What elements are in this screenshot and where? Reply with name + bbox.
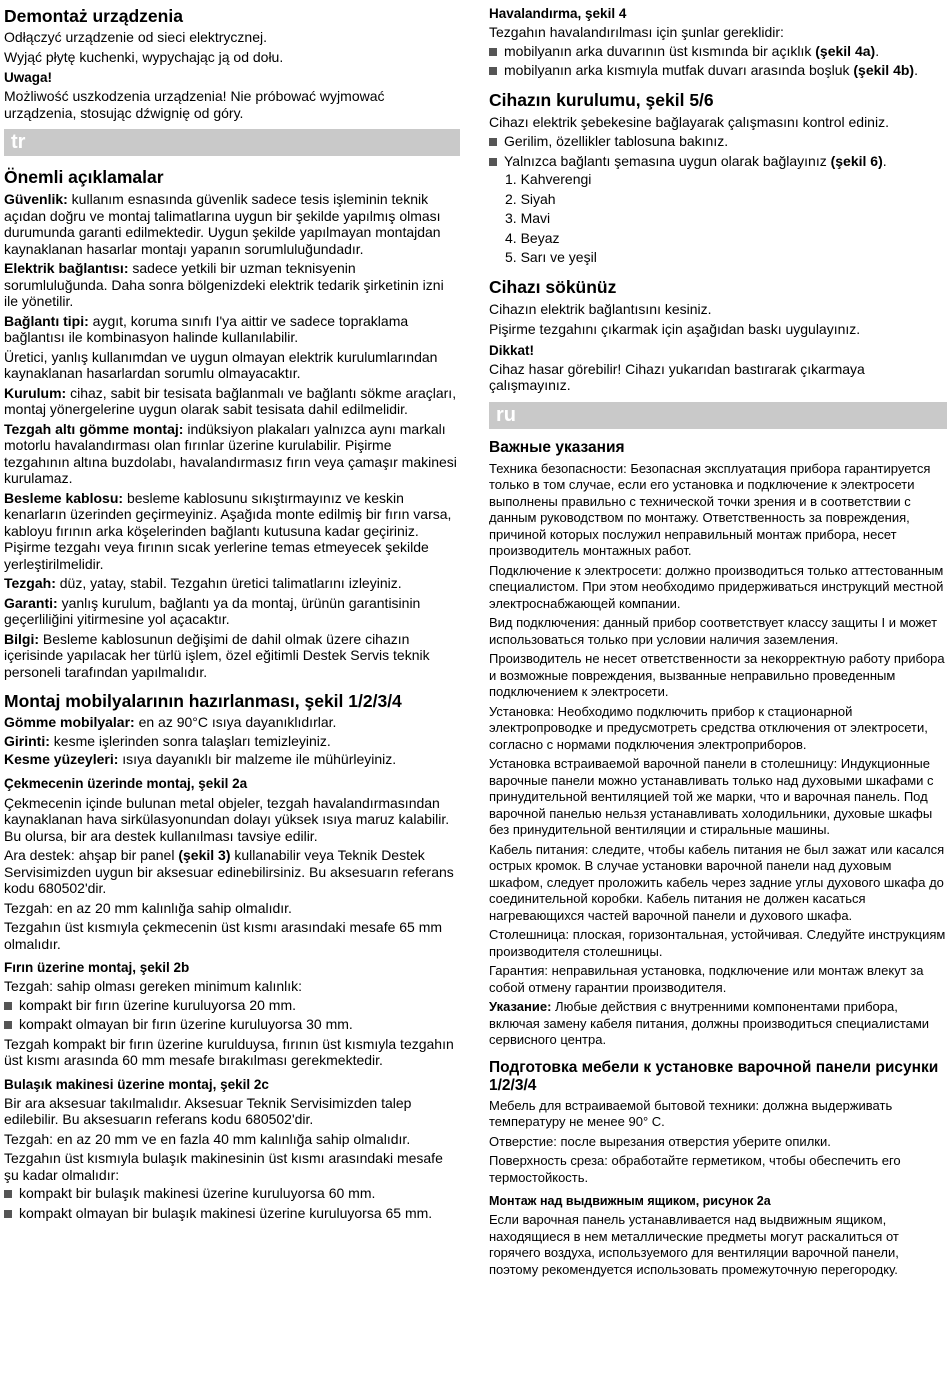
ru-prep-item: Поверхность среза: обработайте герметиком, чтобы обеспечить его термостойкость. (489, 1153, 901, 1185)
tr-oven-title: Fırın üzerine montaj, şekil 2b (4, 960, 190, 975)
ru-important-item: Столешница: плоская, горизонтальная, устойчивая. Следуйте инструкциям производителя столешницы. (489, 927, 946, 959)
tr-oven-list (4, 997, 460, 1033)
tr-dishwasher-title: Bulaşık makinesi üzerine montaj, şekil 2c (4, 1076, 269, 1092)
tr-remove-p1: Cihazın elektrik bağlantısını kesiniz. (489, 300, 712, 317)
tr-install-p1: Cihazı elektrik şebekesine bağlayarak çalışmasını kontrol ediniz. (489, 113, 889, 130)
tr-important-item: Elektrik bağlantısı: sadece yetkili bir uzman teknisyenin sorumluluğunda. Daha sonra bölgenizdeki elektrik tedarik şirketinin izni ile yönetilir. (4, 260, 444, 309)
tr-vent-list (489, 43, 947, 79)
ru-important-item: Установка встраиваемой варочной панели в столешницу: Индукционные варочные панели можно устанавливать только над духовыми шкафами с принудительной вентиляцией той же марки, что и варочная панель. Под варочной панелью нельзя устанавливать холодильники, духовые шкафы без принудительной вентиляции и стиральные машины. (489, 756, 934, 837)
tr-drawer-p2: Ara destek: ahşap bir panel (şekil 3) kullanabilir veya Teknik Destek Servisimizden uygun bir aksesuar edinebilirsiniz. Bu aksesuarın referans kodu 680502'dir. (4, 847, 454, 896)
tr-oven-section (4, 959, 460, 1069)
ru-important-item: Техника безопасности: Безопасная эксплуатация прибора гарантируется только в том случае, если его установка и подключение к электросети выполнены правильно с технической точки зрения и в соответствии с данным руководством по монтажу. Ответственность за повреждения, причиной которых послужил неправильный монтаж прибора, несет производитель монтажных работ. (489, 460, 931, 558)
tr-important-item: Garanti: yanlış kurulum, bağlantı ya da montaj, ürünün garantisinin geçerliliğini yitirmesine yol açacaktır. (4, 594, 421, 627)
tr-install-title: Cihazın kurulumu, şekil 5/6 (489, 89, 714, 110)
pl-removal-p1: Odłączyć urządzenie od sieci elektrycznej. (4, 29, 268, 45)
tr-prep-item: Kesme yüzeyleri: ısıya dayanıklı bir malzeme ile mühürleyiniz. (4, 751, 397, 767)
wire-item: 4. Beyaz (505, 229, 560, 246)
tr-remove-warning-label: Dikkat! (489, 342, 535, 358)
tr-important-item: Güvenlik: kullanım esnasında güvenlik sadece tesis işleminin teknik açıdan doğru ve montaj talimatlarına uygun bir şekilde yapılmış olması durumunda garanti edilmektedir. Uygun şekilde yapılmayan montajdan kaynaklanan hasarlar montajı yapanın sorumluluğundadır. (4, 191, 441, 257)
list-item: Yalnızca bağlantı şemasına uygun olarak bağlayınız (şekil 6). (489, 153, 947, 170)
tr-remove-p2: Pişirme tezgahını çıkarmak için aşağıdan baskı uygulayınız. (489, 321, 861, 337)
wire-item: 5. Sarı ve yeşil (505, 249, 597, 265)
pl-warning-label: Uwaga! (4, 70, 53, 85)
ru-important-item: Вид подключения: данный прибор соответствует классу защиты I и может использоваться только при условии наличия заземления. (489, 615, 938, 647)
tr-prep-item: Girinti: kesme işlerinden sonra talaşları temizleyiniz. (4, 732, 331, 749)
tr-important-title: Önemli açıklamalar (4, 167, 164, 187)
tr-remove-section (489, 276, 947, 394)
pl-removal-title: Demontaż urządzenia (4, 6, 183, 26)
pl-removal-p2: Wyjąć płytę kuchenki, wypychając ją od dołu. (4, 48, 284, 65)
ru-prep-item: Мебель для встраиваемой бытовой техники: должна выдерживать температуру не менее 90° C. (489, 1097, 893, 1129)
list-item: kompakt bir fırın üzerine kuruluyorsa 20 mm. (4, 997, 460, 1014)
ru-prep-title: Подготовка мебели к установке варочной панели рисунки 1/2/3/4 (489, 1058, 939, 1094)
tr-important-item: Tezgah altı gömme montaj: indüksiyon plakaları yalnızca aynı markalı motorlu havalandırması olan fırınlar üzerine kurulabilir. Pişirme tezgahının altına buzdolabı, havalandırmasız fırın veya çamaşır makinesi kurulamaz. (4, 420, 457, 486)
tr-remove-title: Cihazı sökünüz (489, 276, 617, 297)
ru-important-item: Указание: Любые действия с внутренними компонентами прибора, включая замену кабеля питания, должны производиться специалистами сервисного центра. (489, 999, 930, 1047)
ru-important-item: Производитель не несет ответственности за некорректную работу прибора и возможные повреждения, вызванные неправильно проведенным подключением к электросети. (489, 651, 945, 699)
ru-drawer-section (489, 1193, 947, 1278)
tr-dishwasher-list (4, 1185, 460, 1221)
ru-drawer-p1: Если варочная панель устанавливается над выдвижным ящиком, находящиеся в нем металлические предметы могут раскалиться от горячего воздуха, используемого для вентиляции варочной панели, поэтому рекомендуется использовать промежуточную перегородку. (489, 1212, 899, 1277)
ru-important-item: Кабель питания: следите, чтобы кабель питания не был зажат или касался острых кромок. В случае установки варочной панели над духовым шкафом, следует проложить кабель через задние углы духового шкафа до соединительной коробки. Кабель питания не должен касаться нагревающихся частей варочной панели и духового шкафа. (489, 841, 945, 923)
tr-remove-warning-text: Cihaz hasar görebilir! Cihazı yukarıdan bastırarak çıkarmaya çalışmayınız. (489, 360, 865, 393)
ru-drawer-title: Монтаж над выдвижным ящиком, рисунок 2a (489, 1194, 771, 1208)
right-column (489, 0, 947, 1278)
ru-important-item: Гарантия: неправильная установка, подключение или монтаж влекут за собой отмену гарантии производителя. (489, 963, 924, 995)
ru-prep-section (489, 1059, 947, 1187)
tr-oven-p1: Tezgah: sahip olması gereken minimum kalınlık: (4, 978, 303, 994)
tr-vent-title: Havalandırma, şekil 4 (489, 6, 627, 21)
ru-prep-item: Отверстие: после вырезания отверстия уберите опилки. (489, 1133, 831, 1149)
tr-prep-title: Montaj mobilyalarının hazırlanması, şekil 1/2/3/4 (4, 691, 402, 711)
pl-removal-section (4, 5, 460, 121)
left-column (4, 0, 460, 1221)
tr-important-section (4, 166, 460, 680)
ru-important-title: Важные указания (489, 438, 625, 456)
wire-item: 3. Mavi (505, 210, 551, 226)
tr-drawer-p1: Çekmecenin içinde bulunan metal objeler, tezgah havalandırmasından kaynaklanan hava sirkülasyonundan dolayı yüksek ısıya maruz kalabilir. Bu olursa, bir ara destek kullanılması tavsiye edilir. (4, 794, 450, 844)
tr-important-item: Kurulum: cihaz, sabit bir tesisata bağlanmalı ve bağlantı sökme araçları, montaj yönergelerine uygun olarak sabit tesisata dahil edilmelidir. (4, 384, 457, 417)
tr-important-item: Tezgah: düz, yatay, stabil. Tezgahın üretici talimatlarını izleyiniz. (4, 575, 402, 591)
tr-dishwasher-p1: Bir ara aksesuar takılmalıdır. Aksesuar Teknik Servisimizden talep edilebilir. Bu aksesuarın referans kodu 680502'dir. (4, 1094, 412, 1127)
pl-warning-text: Możliwość uszkodzenia urządzenia! Nie próbować wyjmować urządzenia, stosując dźwignię od góry. (4, 88, 385, 121)
tr-important-item: Bilgi: Besleme kablosunun değişimi de dahil olmak üzere cihazın içerisinde yapılacak her türlü işlem, özel eğitimli Destek Servis teknik personeli tarafından yapılmalıdır. (4, 630, 430, 680)
tr-drawer-title: Çekmecenin üzerinde montaj, şekil 2a (4, 775, 248, 791)
list-item: kompakt olmayan bir fırın üzerine kuruluyorsa 30 mm. (4, 1016, 460, 1033)
list-item: kompakt bir bulaşık makinesi üzerine kuruluyorsa 60 mm. (4, 1185, 460, 1202)
tr-install-section (489, 89, 947, 268)
tr-language-bar: tr (4, 129, 460, 156)
wire-item: 1. Kahverengi (505, 171, 592, 187)
tr-prep-section (4, 690, 460, 768)
ru-important-item: Подключение к электросети: должно производиться только аттестованным специалистом. При этом необходимо придерживаться инструкций местной электроснабжающей компании. (489, 562, 944, 611)
list-item: mobilyanın arka duvarının üst kısmında bir açıklık (şekil 4a). (489, 43, 947, 60)
tr-important-item: Bağlantı tipi: aygıt, koruma sınıfı I'ya aittir ve sadece topraklama bağlantısı ile kombinasyon halinde kullanılabilir. (4, 312, 409, 345)
tr-dishwasher-p2: Tezgah: en az 20 mm ve en fazla 40 mm kalınlığa sahip olmalıdır. (4, 1130, 411, 1147)
tr-wire-list (489, 170, 947, 268)
tr-drawer-section (4, 775, 460, 953)
tr-dishwasher-section (4, 1076, 460, 1222)
ru-language-bar: ru (489, 402, 947, 429)
tr-important-item: Üretici, yanlış kullanımdan ve uygun olmayan elektrik kurulumlarından kaynaklanan hasarlardan sorumlu olmayacaktır. (4, 348, 438, 381)
tr-vent-p1: Tezgahın havalandırılması için şunlar gereklidir: (489, 24, 784, 40)
ru-important-section (489, 439, 947, 1049)
ru-important-item: Установка: Необходимо подключить прибор к стационарной электропроводке и предусмотреть средства отключения от электросети, согласно с нормами подключения электроприборов. (489, 703, 928, 752)
list-item: Gerilim, özellikler tablosuna bakınız. (489, 133, 947, 150)
tr-prep-item: Gömme mobilyalar: en az 90°C ısıya dayanıklıdırlar. (4, 714, 337, 730)
wire-item: 2. Siyah (505, 190, 556, 207)
list-item: mobilyanın arka kısmıyla mutfak duvarı arasında boşluk (şekil 4b). (489, 62, 947, 79)
tr-dishwasher-p3: Tezgahın üst kısmıyla bulaşık makinesinin üst kısmı arasındaki mesafe şu kadar olmalıdır: (4, 1150, 443, 1183)
list-item: kompakt olmayan bir bulaşık makinesi üzerine kuruluyorsa 65 mm. (4, 1205, 460, 1222)
tr-oven-p2: Tezgah kompakt bir fırın üzerine kurulduysa, fırının üst kısmıyla tezgahın üst kısmı arasında 60 mm mesafe bırakılması gerekmektedir. (4, 1035, 454, 1068)
tr-important-item: Besleme kablosu: besleme kablosunu sıkıştırmayınız ve keskin kenarların üzerinden geçirmeyiniz. Aşağıda monte edilmiş bir fırın varsa, kabloyu fırının arka köşelerinden bağlantı kutusuna kadar geçiriniz. Pişirme tezgahı veya fırının sıcak yerlerine temas etmeyecek şekilde yerleştirilmelidir. (4, 489, 452, 572)
tr-install-list (489, 133, 947, 169)
tr-drawer-p4: Tezgahın üst kısmıyla çekmecenin üst kısmı arasındaki mesafe 65 mm olmalıdır. (4, 919, 443, 952)
tr-drawer-p3: Tezgah: en az 20 mm kalınlığa sahip olmalıdır. (4, 899, 292, 916)
tr-vent-section (489, 5, 947, 79)
